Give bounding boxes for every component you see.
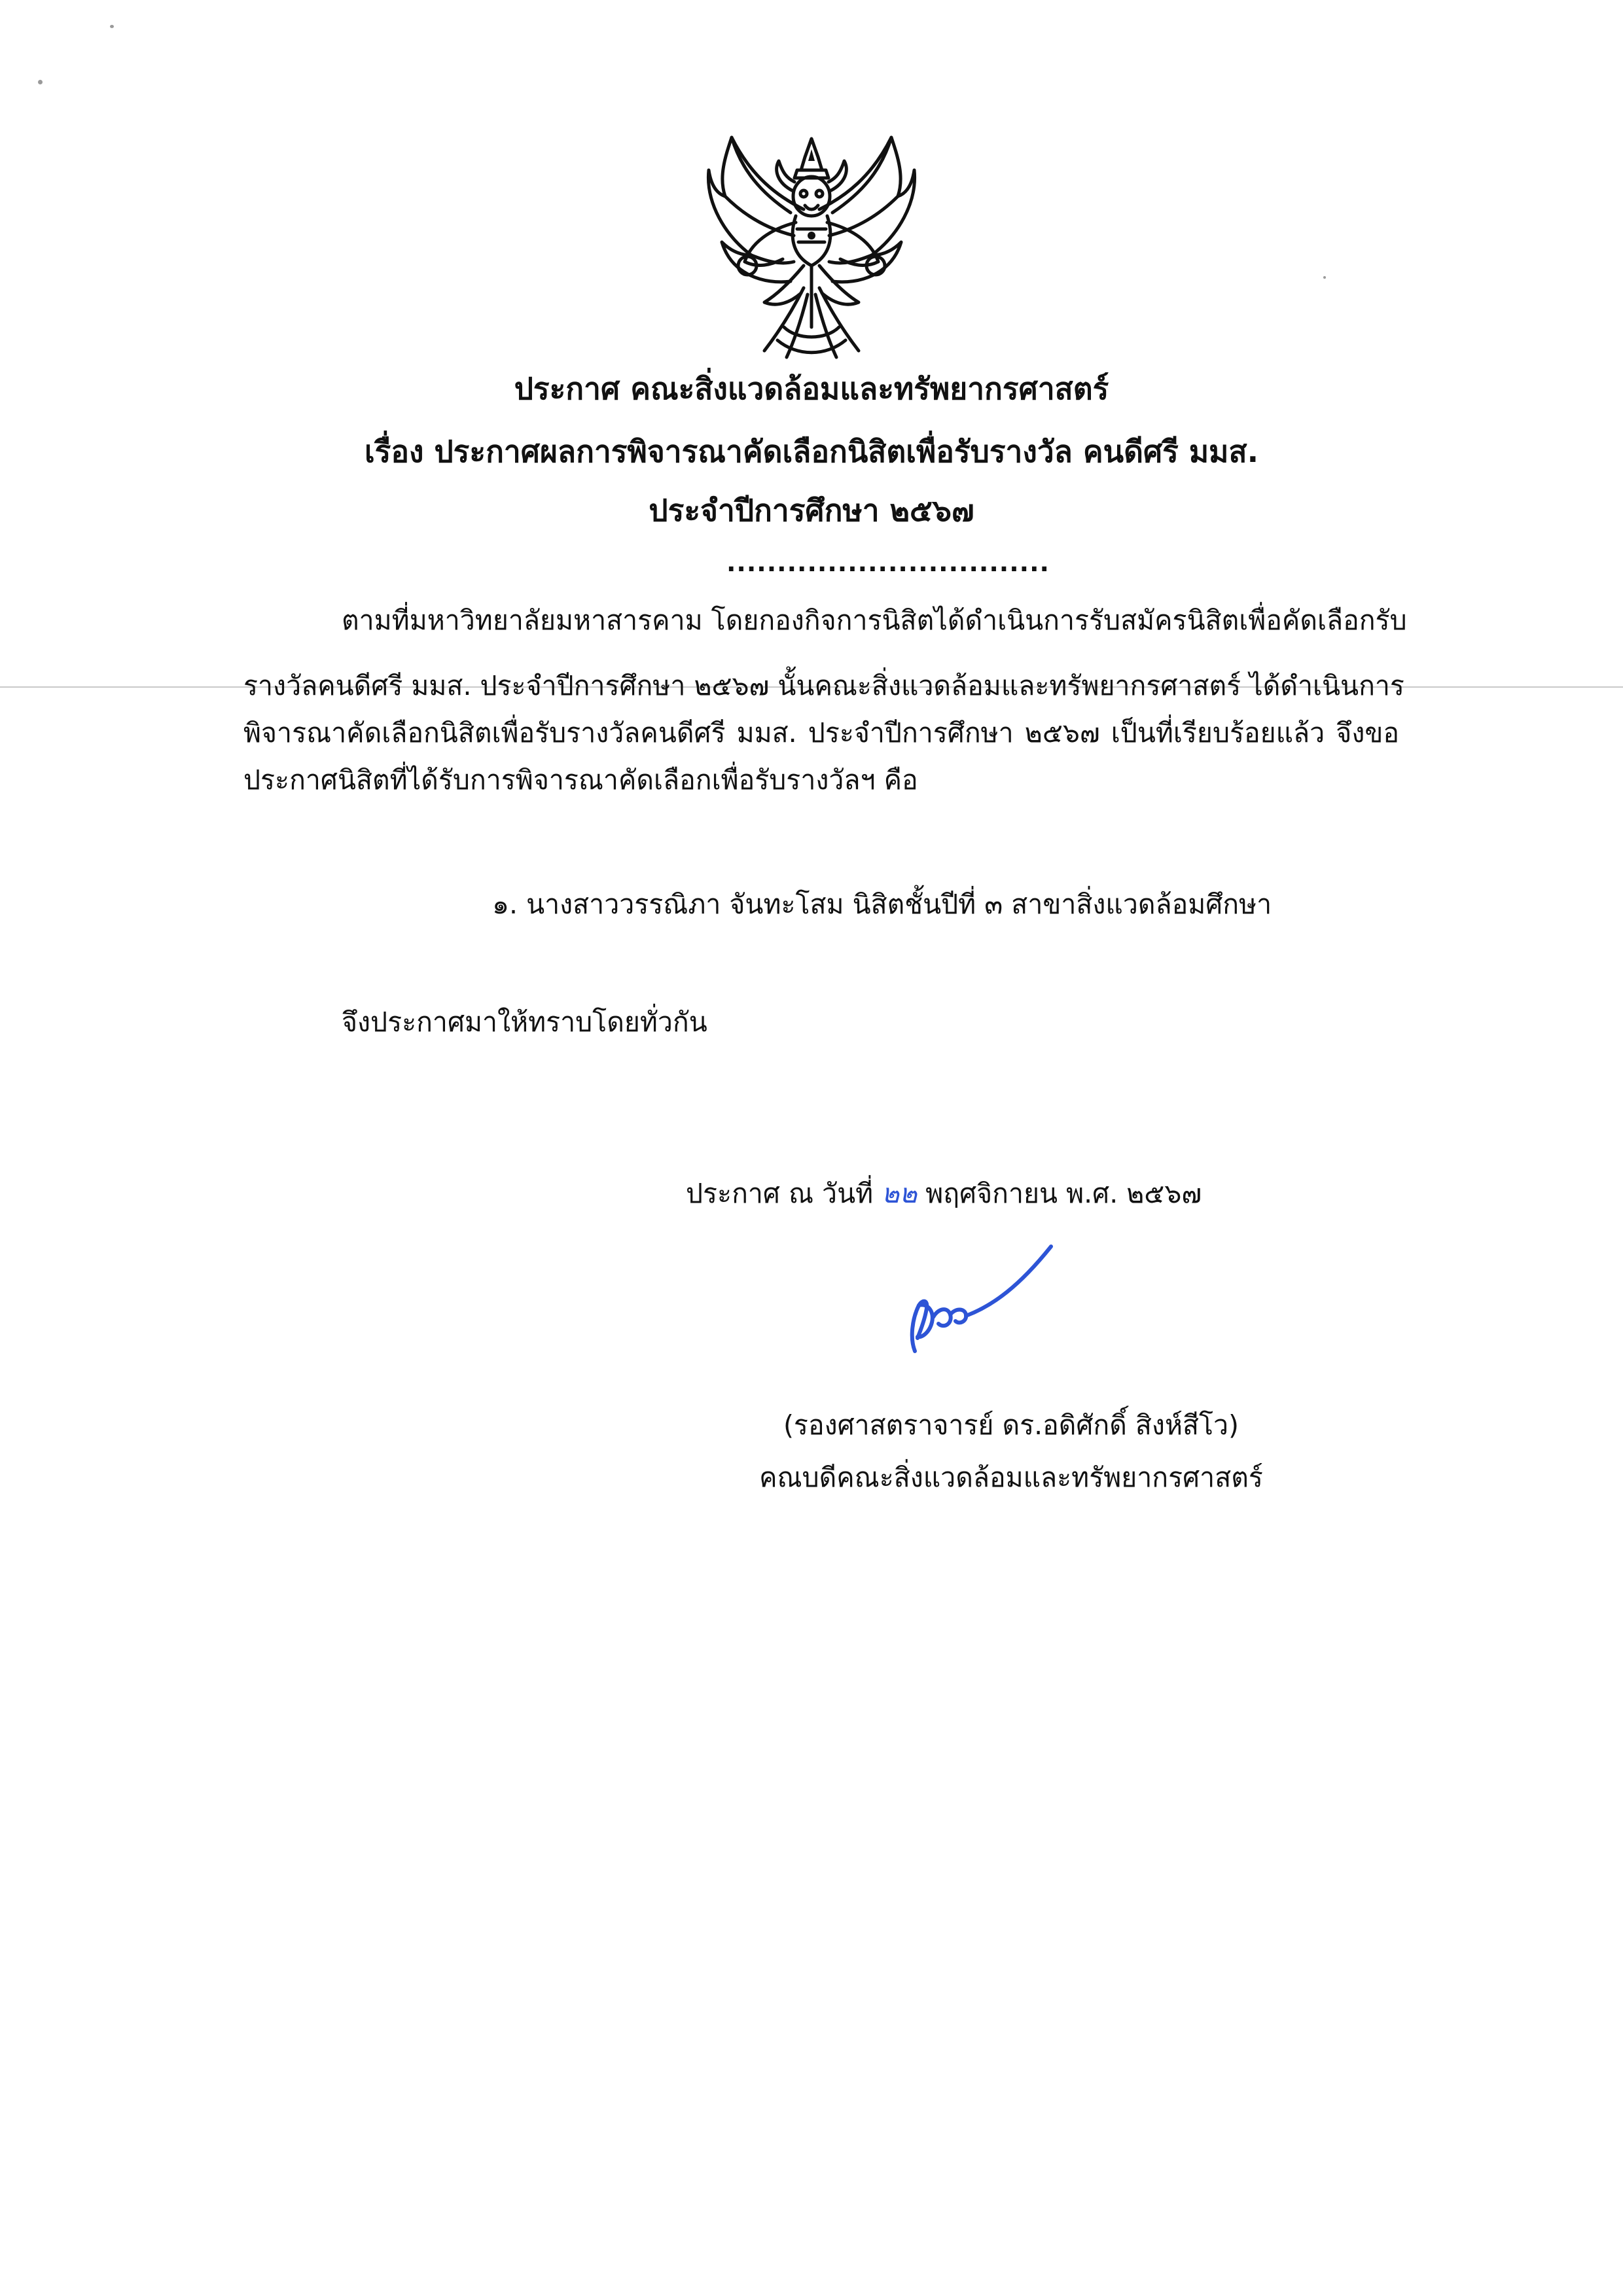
scan-speck: [110, 25, 114, 28]
date-month-year: พฤศจิกายน พ.ศ. ๒๕๖๗: [925, 1178, 1202, 1209]
date-day-handwritten: ๒๒: [882, 1178, 918, 1209]
body-paragraph-line: รางวัลคนดีศรี มมส. ประจำปีการศึกษา ๒๕๖๗ นั้นคณะสิ่งแวดล้อมและทรัพยากรศาสตร์ ได้ดำเนินการ: [243, 670, 1404, 701]
garuda-emblem-icon: [705, 131, 918, 362]
body-paragraph-line: ประกาศนิสิตที่ได้รับการพิจารณาคัดเลือกเพื่อรับรางวัลฯ คือ: [243, 764, 918, 796]
body-paragraph-line: พิจารณาคัดเลือกนิสิตเพื่อรับรางวัลคนดีศรี มมส. ประจำปีการศึกษา ๒๕๖๗ เป็นที่เรียบร้อยแล้ว จึงขอ: [243, 717, 1399, 749]
announcement-title: ประกาศ คณะสิ่งแวดล้อมและทรัพยากรศาสตร์: [514, 371, 1109, 406]
signature-icon: [895, 1240, 1065, 1377]
title-separator: ................................: [726, 548, 1050, 577]
announcement-subject: เรื่อง ประกาศผลการพิจารณาคัดเลือกนิสิตเพื่อรับรางวัล คนดีศรี มมส.: [364, 434, 1259, 469]
closing-statement: จึงประกาศมาให้ทราบโดยทั่วกัน: [342, 1006, 707, 1038]
announcement-date: [686, 1174, 1202, 1213]
scan-speck: [1323, 276, 1326, 279]
signatory-position: คณบดีคณะสิ่งแวดล้อมและทรัพยากรศาสตร์: [759, 1462, 1263, 1493]
announcement-academic-year: ประจำปีการศึกษา ๒๕๖๗: [649, 493, 974, 528]
scan-speck: [38, 80, 43, 84]
signatory-name: (รองศาสตราจารย์ ดร.อดิศักดิ์ สิงห์สีโว): [783, 1409, 1240, 1441]
date-prefix: ประกาศ ณ วันที่: [686, 1178, 874, 1209]
body-paragraph-line: ตามที่มหาวิทยาลัยมหาสารคาม โดยกองกิจการนิสิตได้ดำเนินการรับสมัครนิสิตเพื่อคัดเลือกรับ: [342, 605, 1407, 636]
awardee-entry: ๑. นางสาววรรณิภา จันทะโสม นิสิตชั้นปีที่ ๓ สาขาสิ่งแวดล้อมศึกษา: [492, 889, 1272, 920]
